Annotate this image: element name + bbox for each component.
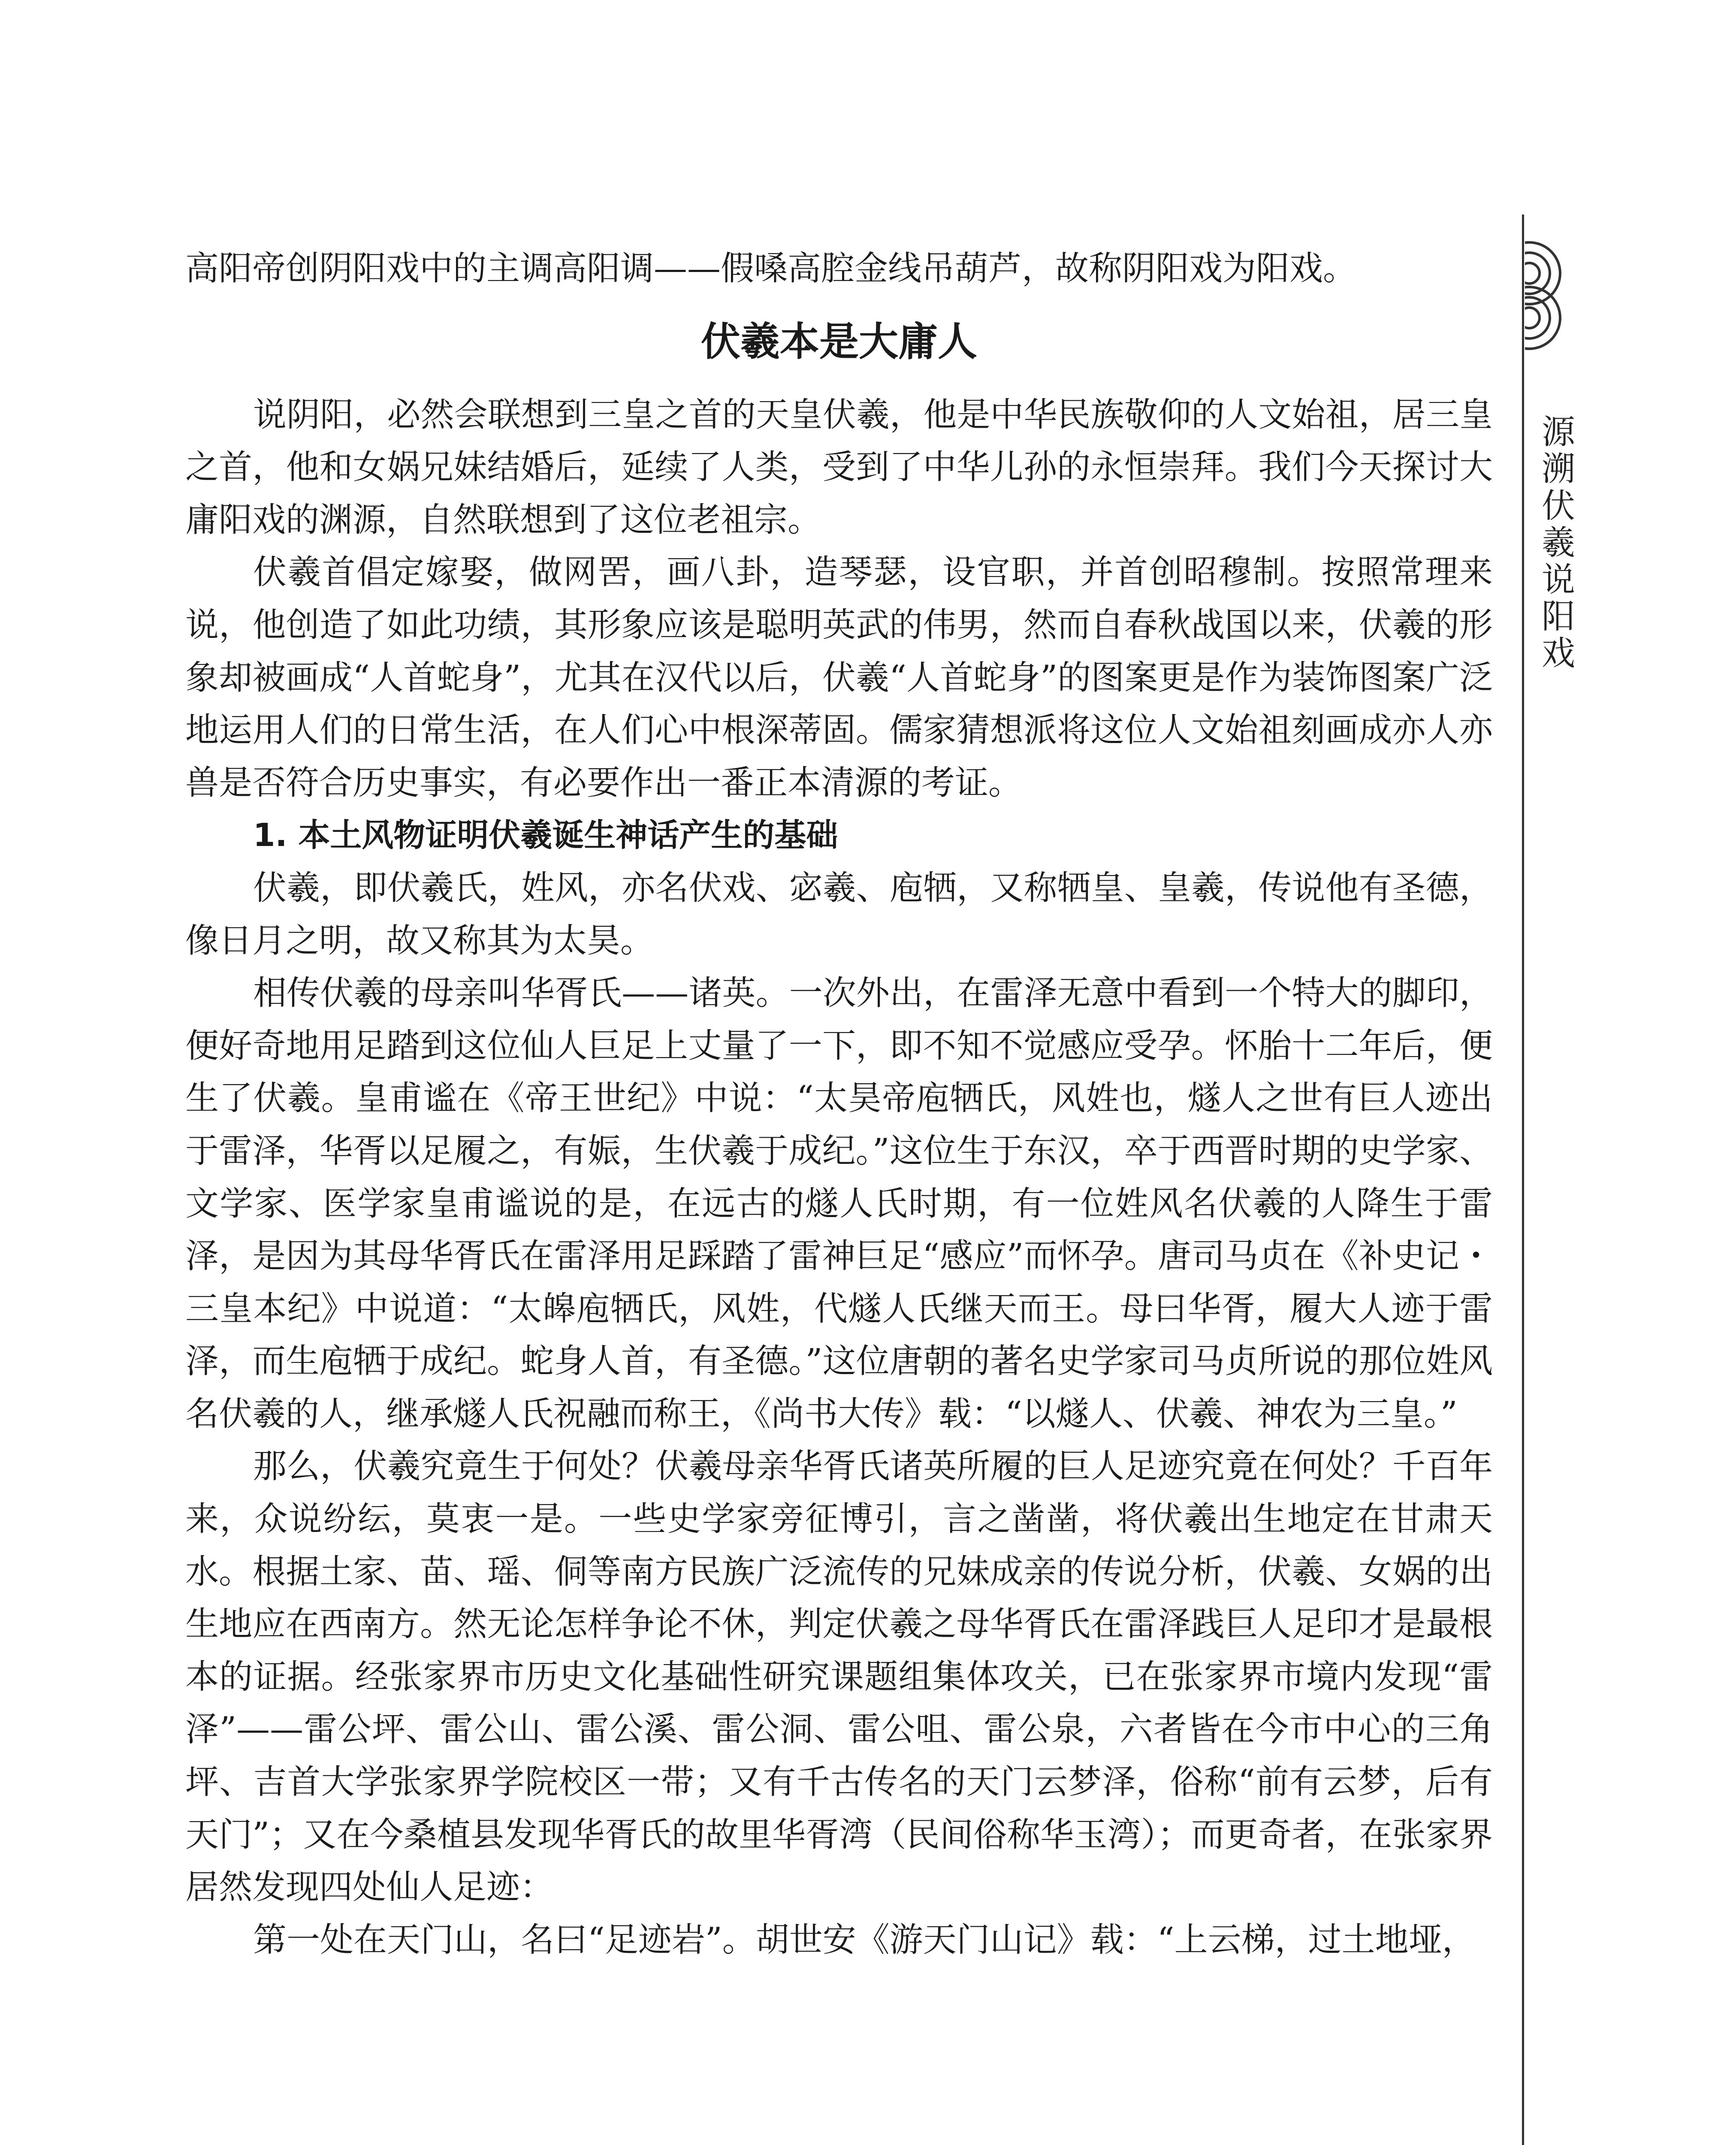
paragraph-4: 相传伏羲的母亲叫华胥氏——诸英。一次外出，在雷泽无意中看到一个特大的脚印，便好奇地用足踏到这位仙人巨足上丈量了一下，即不知不觉感应受孕。怀胎十二年后，便生了伏羲。皇甫谧在《帝王世纪》中说：“太昊帝庖牺氏，风姓也，燧人之世有巨人迹出于雷泽，华胥以足履之，有娠，生伏羲于成纪。”这位生于东汉，卒于西晋时期的史学家、文学家、医学家皇甫谧说的是，在远古的燧人氏时期，有一位姓风名伏羲的人降生于雷泽，是因为其母华胥氏在雷泽用足踩踏了雷神巨足“感应”而怀孕。唐司马贞在《补史记・三皇本纪》中说道：“太皞庖牺氏，风姓，代燧人氏继天而王。母曰华胥，履大人迹于雷泽，而生庖牺于成纪。蛇身人首，有圣德。”这位唐朝的著名史学家司马贞所说的那位姓风名伏羲的人，继承燧人氏祝融而称王，《尚书大传》载：“以燧人、伏羲、神农为三皇。” [185,974,1493,1433]
paragraph-2: 伏羲首倡定嫁娶，做网罟，画八卦，造琴瑟，设官职，并首创昭穆制。按照常理来说，他创造了如此功绩，其形象应该是聪明英武的伟男，然而自春秋战国以来，伏羲的形象却被画成“人首蛇身”，尤其在汉代以后，伏羲“人首蛇身”的图案更是作为装饰图案广泛地运用人们的日常生活，在人们心中根深蒂固。儒家猜想派将这位人文始祖刻画成亦人亦兽是否符合历史事实，有必要作出一番正本清源的考证。 [185,553,1493,802]
page-body [185,242,1493,1966]
paragraph-6: 第一处在天门山，名曰“足迹岩”。胡世安《游天门山记》载：“上云梯，过土地垭， [253,1920,1476,1959]
paragraph-3: 伏羲，即伏羲氏，姓风，亦名伏戏、宓羲、庖牺，又称牺皇、皇羲，传说他有圣德，像日月之明，故又称其为太昊。 [185,868,1493,960]
section-title: 伏羲本是大庸人 [700,318,977,365]
paragraph-5: 那么，伏羲究竟生于何处？伏羲母亲华胥氏诸英所履的巨人足迹究竟在何处？千百年来，众说纷纭，莫衷一是。一些史学家旁征博引，言之凿凿，将伏羲出生地定在甘肃天水。根据土家、苗、瑶、侗等南方民族广泛流传的兄妹成亲的传说分析，伏羲、女娲的出生地应在西南方。然无论怎样争论不休，判定伏羲之母华胥氏在雷泽践巨人足印才是最根本的证据。经张家界市历史文化基础性研究课题组集体攻关，已在张家界市境内发现“雷泽”——雷公坪、雷公山、雷公溪、雷公洞、雷公咀、雷公泉，六者皆在今市中心的三角坪、吉首大学张家界学院校区一带；又有千古传名的天门云梦泽，俗称“前有云梦，后有天门”；又在今桑植县发现华胥氏的故里华胥湾（民间俗称华玉湾）；而更奇者，在张家界居然发现四处仙人足迹： [185,1447,1493,1907]
cloud-ornament-icon [1525,234,1585,363]
margin-section-title: 源溯伏羲说阳戏 [1536,414,1575,672]
subheading: 1. 本土风物证明伏羲诞生神话产生的基础 [253,817,838,854]
paragraph-1: 说阴阳，必然会联想到三皇之首的天皇伏羲，他是中华民族敬仰的人文始祖，居三皇之首，他和女娲兄妹结婚后，延续了人类，受到了中华儿孙的永恒崇拜。我们今天探讨大庸阳戏的渊源，自然联想到了这位老祖宗。 [185,395,1493,539]
margin-rule [1522,214,1524,2145]
opening-line: 高阳帝创阴阳戏中的主调高阳调——假嗓高腔金线吊葫芦，故称阴阳戏为阳戏。 [185,249,1357,288]
